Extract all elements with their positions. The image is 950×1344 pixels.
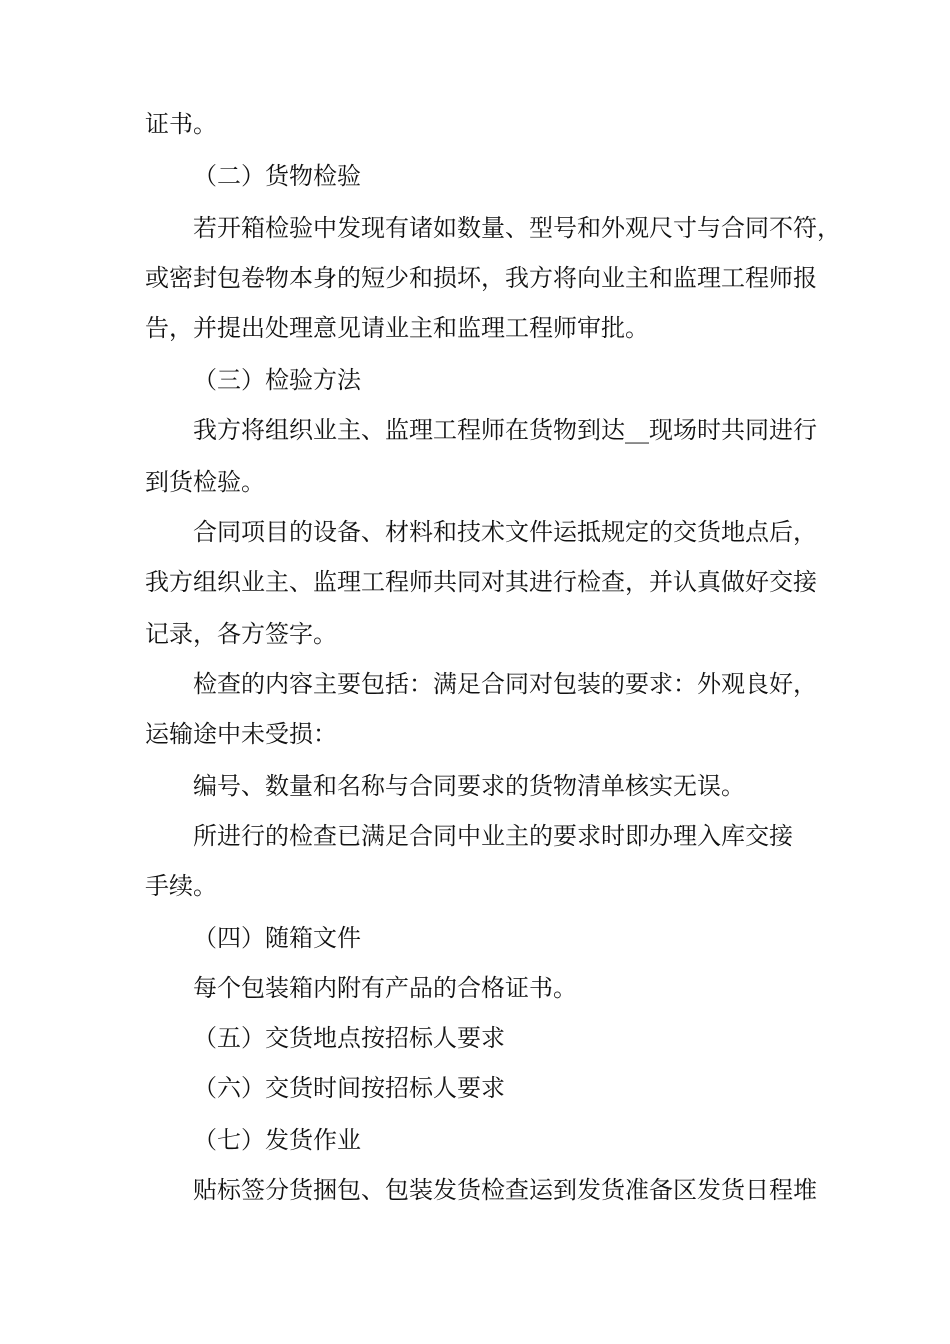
body-text-line: 贴标签分货捆包、包装发货检查运到发货准备区发货日程堆 xyxy=(193,1176,817,1204)
body-text-line: 运输途中未受损： xyxy=(145,720,337,748)
section-heading: （四）随箱文件 xyxy=(193,924,361,952)
body-text-line: 或密封包卷物本身的短少和损坏，我方将向业主和监理工程师报 xyxy=(145,264,817,292)
body-text-line: 到货检验。 xyxy=(145,468,265,496)
body-text-line: 编号、数量和名称与合同要求的货物清单核实无误。 xyxy=(193,772,745,800)
body-text-line: 合同项目的设备、材料和技术文件运抵规定的交货地点后， xyxy=(193,518,817,546)
body-text-line: 记录，各方签字。 xyxy=(145,620,337,648)
body-text-line: 手续。 xyxy=(145,872,217,900)
section-heading: （七）发货作业 xyxy=(193,1126,361,1154)
body-text-line: 告，并提出处理意见请业主和监理工程师审批。 xyxy=(145,314,649,342)
body-text-line: 所进行的检查已满足合同中业主的要求时即办理入库交接 xyxy=(193,822,793,850)
section-heading: （三）检验方法 xyxy=(193,366,361,394)
body-text-line: 若开箱检验中发现有诸如数量、型号和外观尺寸与合同不符， xyxy=(193,214,841,242)
section-heading: （二）货物检验 xyxy=(193,162,361,190)
body-text-line: 我方将组织业主、监理工程师在货物到达__现场时共同进行 xyxy=(193,416,817,444)
body-text-line: 我方组织业主、监理工程师共同对其进行检查，并认真做好交接 xyxy=(145,568,817,596)
section-heading: （六）交货时间按招标人要求 xyxy=(193,1074,505,1102)
body-text-line: 每个包装箱内附有产品的合格证书。 xyxy=(193,974,577,1002)
section-heading: （五）交货地点按招标人要求 xyxy=(193,1024,505,1052)
body-text-line: 证书。 xyxy=(145,110,217,138)
body-text-line: 检查的内容主要包括：满足合同对包装的要求：外观良好， xyxy=(193,670,817,698)
